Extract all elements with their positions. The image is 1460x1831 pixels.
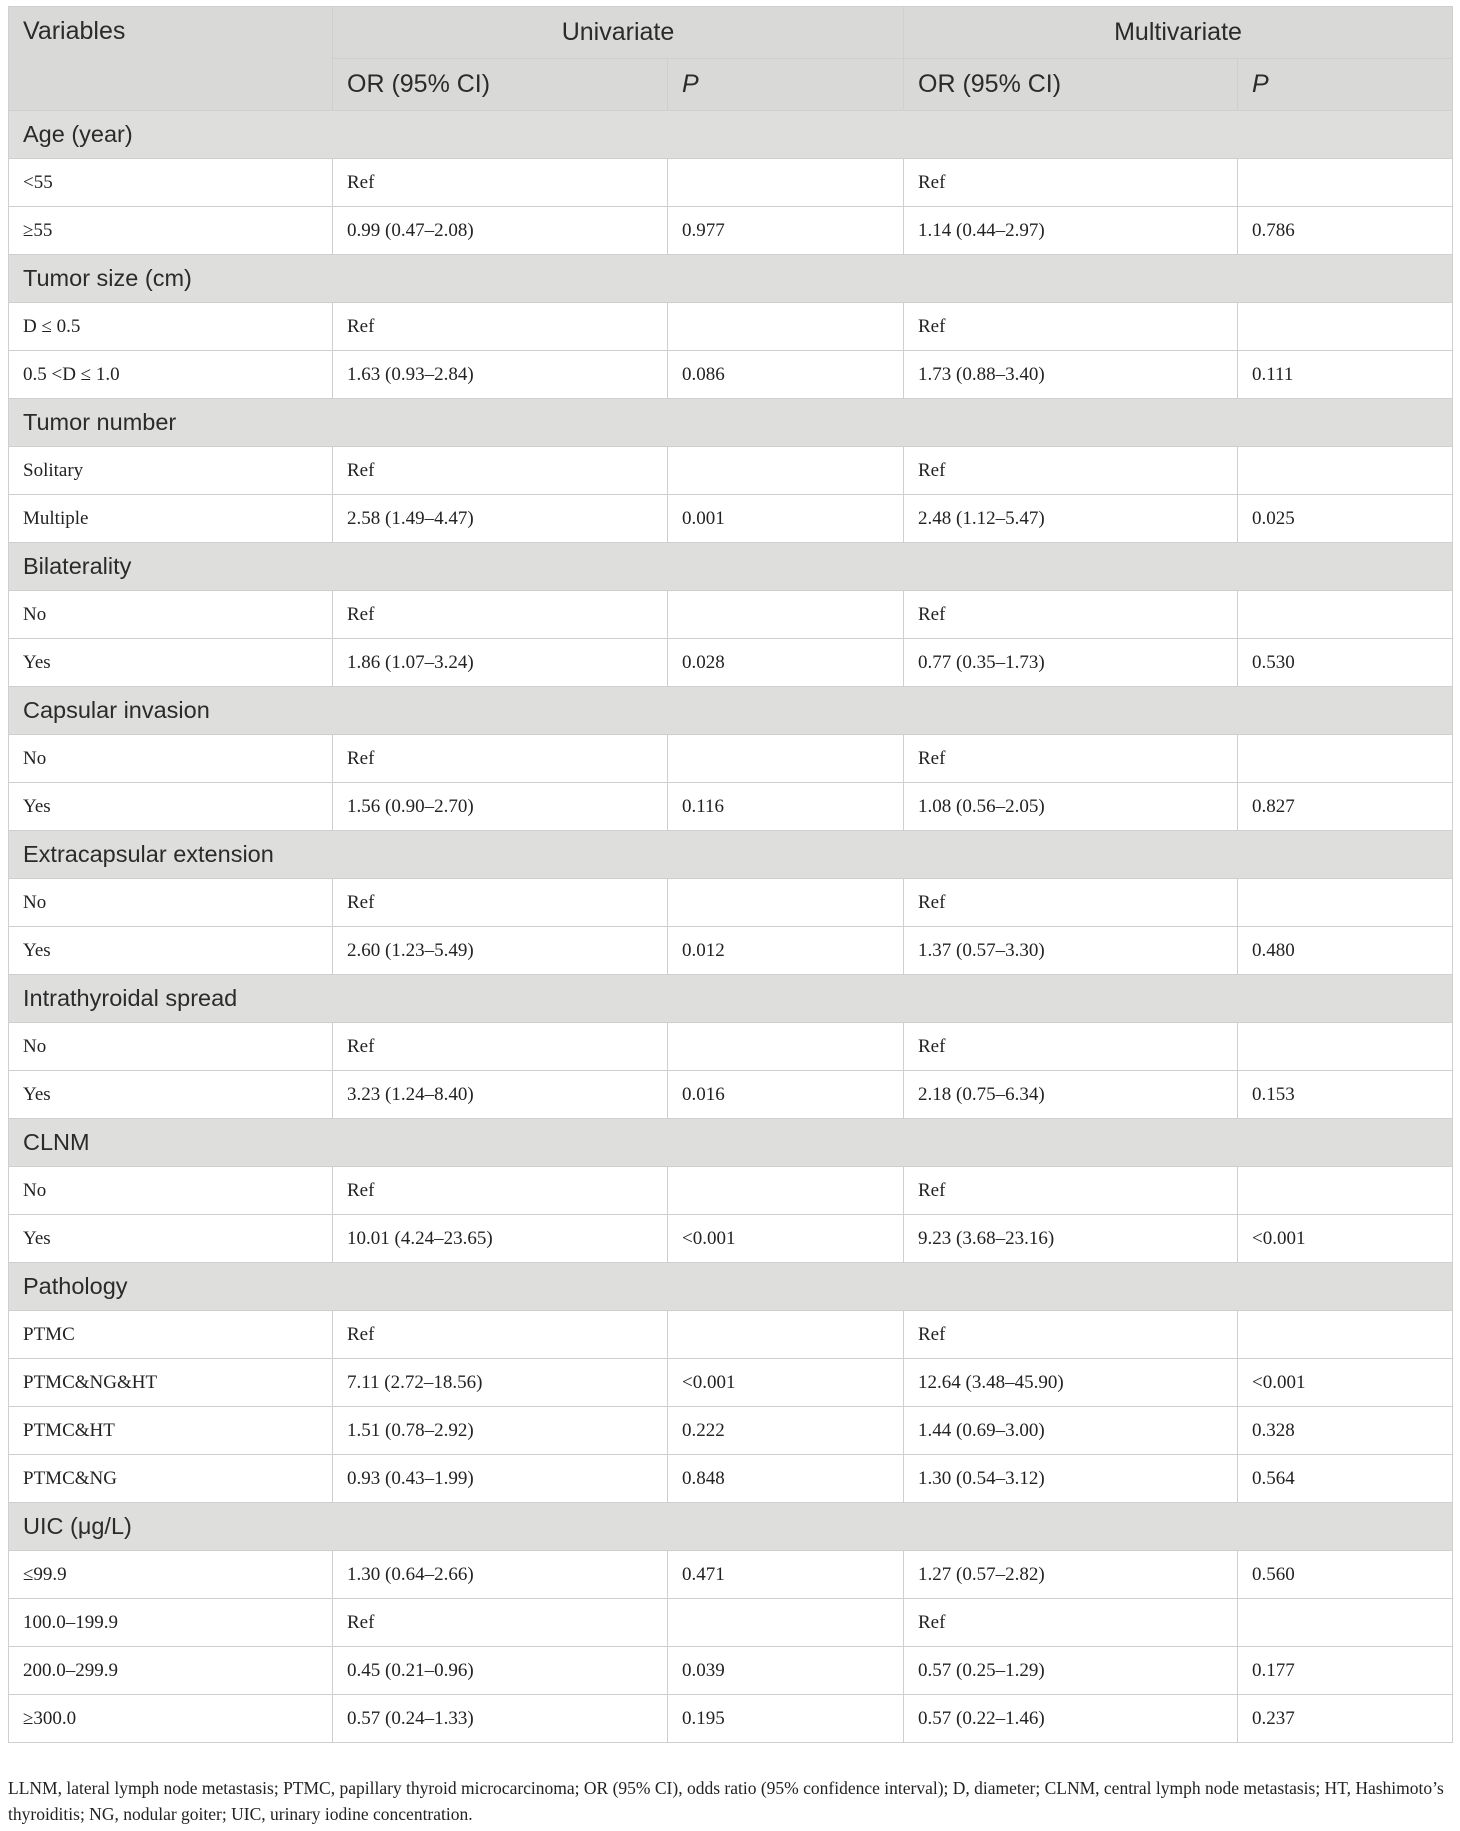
header-row-1	[9, 7, 1453, 59]
multivariate-or-cell: 1.08 (0.56–2.05)	[904, 783, 1238, 831]
univariate-or-cell: Ref	[333, 303, 668, 351]
header-univariate-or: OR (95% CI)	[333, 59, 668, 111]
multivariate-p-cell: 0.827	[1238, 783, 1453, 831]
row-label: <55	[9, 159, 333, 207]
multivariate-p-cell	[1238, 1599, 1453, 1647]
multivariate-or-cell: 1.14 (0.44–2.97)	[904, 207, 1238, 255]
table-row	[9, 159, 1453, 207]
row-label: D ≤ 0.5	[9, 303, 333, 351]
multivariate-or-cell: 1.37 (0.57–3.30)	[904, 927, 1238, 975]
multivariate-p-cell: 0.530	[1238, 639, 1453, 687]
multivariate-p-cell	[1238, 159, 1453, 207]
multivariate-p-cell	[1238, 1311, 1453, 1359]
multivariate-p-cell	[1238, 879, 1453, 927]
univariate-p-cell: 0.016	[668, 1071, 904, 1119]
table-row	[9, 1167, 1453, 1215]
header-multivariate: Multivariate	[904, 7, 1453, 59]
multivariate-p-cell	[1238, 591, 1453, 639]
multivariate-or-cell: Ref	[904, 879, 1238, 927]
table-row	[9, 1599, 1453, 1647]
multivariate-p-cell: 0.153	[1238, 1071, 1453, 1119]
header-variables: Variables	[9, 7, 333, 111]
table-row	[9, 495, 1453, 543]
multivariate-p-cell: 0.177	[1238, 1647, 1453, 1695]
row-label: PTMC&NG	[9, 1455, 333, 1503]
univariate-p-cell: 0.848	[668, 1455, 904, 1503]
table-row	[9, 927, 1453, 975]
row-label: Yes	[9, 1215, 333, 1263]
univariate-p-cell: 0.195	[668, 1695, 904, 1743]
multivariate-or-cell: Ref	[904, 303, 1238, 351]
multivariate-or-cell: 1.27 (0.57–2.82)	[904, 1551, 1238, 1599]
multivariate-p-cell: 0.328	[1238, 1407, 1453, 1455]
table-row	[9, 1407, 1453, 1455]
row-label: No	[9, 1023, 333, 1071]
multivariate-or-cell: 1.73 (0.88–3.40)	[904, 351, 1238, 399]
section-title: Age (year)	[9, 111, 1453, 159]
multivariate-or-cell: Ref	[904, 1023, 1238, 1071]
univariate-or-cell: Ref	[333, 1599, 668, 1647]
multivariate-or-cell: 12.64 (3.48–45.90)	[904, 1359, 1238, 1407]
section-row	[9, 1263, 1453, 1311]
univariate-or-cell: Ref	[333, 447, 668, 495]
section-row	[9, 831, 1453, 879]
section-title: Intrathyroidal spread	[9, 975, 1453, 1023]
table-row	[9, 1695, 1453, 1743]
univariate-p-cell: 0.039	[668, 1647, 904, 1695]
section-row	[9, 543, 1453, 591]
row-label: PTMC	[9, 1311, 333, 1359]
table-row	[9, 1023, 1453, 1071]
multivariate-p-cell	[1238, 303, 1453, 351]
row-label: 100.0–199.9	[9, 1599, 333, 1647]
univariate-or-cell: Ref	[333, 1311, 668, 1359]
row-label: Solitary	[9, 447, 333, 495]
multivariate-p-cell: 0.025	[1238, 495, 1453, 543]
section-row	[9, 975, 1453, 1023]
table-row	[9, 1311, 1453, 1359]
row-label: 200.0–299.9	[9, 1647, 333, 1695]
multivariate-or-cell: Ref	[904, 591, 1238, 639]
row-label: PTMC&HT	[9, 1407, 333, 1455]
multivariate-or-cell: Ref	[904, 159, 1238, 207]
univariate-p-cell: 0.012	[668, 927, 904, 975]
section-row	[9, 255, 1453, 303]
univariate-or-cell: 0.99 (0.47–2.08)	[333, 207, 668, 255]
multivariate-or-cell: 2.48 (1.12–5.47)	[904, 495, 1238, 543]
univariate-or-cell: 1.30 (0.64–2.66)	[333, 1551, 668, 1599]
univariate-p-cell: 0.028	[668, 639, 904, 687]
section-title: Extracapsular extension	[9, 831, 1453, 879]
multivariate-or-cell: 0.77 (0.35–1.73)	[904, 639, 1238, 687]
univariate-p-cell	[668, 447, 904, 495]
univariate-p-cell	[668, 735, 904, 783]
row-label: PTMC&NG&HT	[9, 1359, 333, 1407]
table-row	[9, 447, 1453, 495]
section-row	[9, 1503, 1453, 1551]
multivariate-p-cell: <0.001	[1238, 1359, 1453, 1407]
univariate-p-cell: <0.001	[668, 1215, 904, 1263]
row-label: 0.5 <D ≤ 1.0	[9, 351, 333, 399]
univariate-p-cell	[668, 1311, 904, 1359]
univariate-or-cell: 0.57 (0.24–1.33)	[333, 1695, 668, 1743]
univariate-or-cell: Ref	[333, 591, 668, 639]
univariate-p-cell	[668, 1599, 904, 1647]
multivariate-or-cell: 2.18 (0.75–6.34)	[904, 1071, 1238, 1119]
section-title: Pathology	[9, 1263, 1453, 1311]
row-label: No	[9, 591, 333, 639]
table-body	[9, 111, 1453, 1743]
row-label: No	[9, 879, 333, 927]
univariate-or-cell: Ref	[333, 159, 668, 207]
multivariate-p-cell	[1238, 447, 1453, 495]
table-row	[9, 735, 1453, 783]
multivariate-p-cell: 0.564	[1238, 1455, 1453, 1503]
univariate-or-cell: 1.51 (0.78–2.92)	[333, 1407, 668, 1455]
univariate-or-cell: Ref	[333, 879, 668, 927]
multivariate-p-cell	[1238, 735, 1453, 783]
table-row	[9, 1455, 1453, 1503]
header-univariate-p: P	[668, 59, 904, 111]
multivariate-or-cell: 0.57 (0.22–1.46)	[904, 1695, 1238, 1743]
multivariate-p-cell: 0.786	[1238, 207, 1453, 255]
univariate-or-cell: 0.45 (0.21–0.96)	[333, 1647, 668, 1695]
header-multivariate-p: P	[1238, 59, 1453, 111]
table-row	[9, 783, 1453, 831]
section-row	[9, 1119, 1453, 1167]
section-title: Tumor number	[9, 399, 1453, 447]
univariate-p-cell: 0.001	[668, 495, 904, 543]
table-row	[9, 639, 1453, 687]
univariate-or-cell: 1.63 (0.93–2.84)	[333, 351, 668, 399]
univariate-or-cell: Ref	[333, 1023, 668, 1071]
univariate-p-cell: 0.222	[668, 1407, 904, 1455]
header-univariate: Univariate	[333, 7, 904, 59]
table-row	[9, 1551, 1453, 1599]
multivariate-or-cell: 0.57 (0.25–1.29)	[904, 1647, 1238, 1695]
row-label: No	[9, 1167, 333, 1215]
univariate-or-cell: 3.23 (1.24–8.40)	[333, 1071, 668, 1119]
regression-table	[8, 6, 1453, 1743]
univariate-or-cell: Ref	[333, 1167, 668, 1215]
multivariate-p-cell	[1238, 1167, 1453, 1215]
univariate-p-cell: 0.086	[668, 351, 904, 399]
univariate-p-cell	[668, 1167, 904, 1215]
section-title: Tumor size (cm)	[9, 255, 1453, 303]
header-multivariate-or: OR (95% CI)	[904, 59, 1238, 111]
univariate-or-cell: 2.58 (1.49–4.47)	[333, 495, 668, 543]
section-row	[9, 399, 1453, 447]
section-row	[9, 687, 1453, 735]
univariate-p-cell: 0.471	[668, 1551, 904, 1599]
table-container	[8, 6, 1452, 1743]
multivariate-or-cell: 1.44 (0.69–3.00)	[904, 1407, 1238, 1455]
univariate-or-cell: 0.93 (0.43–1.99)	[333, 1455, 668, 1503]
table-row	[9, 1647, 1453, 1695]
univariate-p-cell: <0.001	[668, 1359, 904, 1407]
table-header	[9, 7, 1453, 111]
univariate-or-cell: 1.56 (0.90–2.70)	[333, 783, 668, 831]
row-label: Multiple	[9, 495, 333, 543]
section-title: Bilaterality	[9, 543, 1453, 591]
multivariate-or-cell: 1.30 (0.54–3.12)	[904, 1455, 1238, 1503]
row-label: No	[9, 735, 333, 783]
section-title: UIC (μg/L)	[9, 1503, 1453, 1551]
univariate-p-cell	[668, 159, 904, 207]
multivariate-or-cell: Ref	[904, 447, 1238, 495]
table-row	[9, 351, 1453, 399]
univariate-p-cell: 0.977	[668, 207, 904, 255]
univariate-or-cell: Ref	[333, 735, 668, 783]
row-label: Yes	[9, 639, 333, 687]
row-label: ≤99.9	[9, 1551, 333, 1599]
multivariate-p-cell: 0.111	[1238, 351, 1453, 399]
row-label: Yes	[9, 927, 333, 975]
multivariate-or-cell: Ref	[904, 735, 1238, 783]
table-row	[9, 1071, 1453, 1119]
univariate-p-cell: 0.116	[668, 783, 904, 831]
univariate-p-cell	[668, 1023, 904, 1071]
univariate-or-cell: 1.86 (1.07–3.24)	[333, 639, 668, 687]
table-row	[9, 207, 1453, 255]
univariate-p-cell	[668, 591, 904, 639]
row-label: Yes	[9, 783, 333, 831]
table-row	[9, 1359, 1453, 1407]
univariate-p-cell	[668, 879, 904, 927]
table-row	[9, 591, 1453, 639]
univariate-or-cell: 7.11 (2.72–18.56)	[333, 1359, 668, 1407]
univariate-or-cell: 2.60 (1.23–5.49)	[333, 927, 668, 975]
section-title: Capsular invasion	[9, 687, 1453, 735]
table-row	[9, 1215, 1453, 1263]
multivariate-p-cell: 0.237	[1238, 1695, 1453, 1743]
row-label: ≥55	[9, 207, 333, 255]
row-label: Yes	[9, 1071, 333, 1119]
section-row	[9, 111, 1453, 159]
table-footnote: LLNM, lateral lymph node metastasis; PTMC, papillary thyroid microcarcinoma; OR (95% CI), odds ratio (95% confidence interval); D, diameter; CLNM, central lymph node metastasis; HT, Hashimoto’s thyroiditis; NG, nodular goiter; UIC, urinary iodine concentration.	[8, 1778, 1444, 1824]
multivariate-p-cell	[1238, 1023, 1453, 1071]
multivariate-p-cell: <0.001	[1238, 1215, 1453, 1263]
univariate-or-cell: 10.01 (4.24–23.65)	[333, 1215, 668, 1263]
multivariate-p-cell: 0.560	[1238, 1551, 1453, 1599]
multivariate-p-cell: 0.480	[1238, 927, 1453, 975]
table-row	[9, 303, 1453, 351]
row-label: ≥300.0	[9, 1695, 333, 1743]
section-title: CLNM	[9, 1119, 1453, 1167]
multivariate-or-cell: Ref	[904, 1311, 1238, 1359]
table-row	[9, 879, 1453, 927]
univariate-p-cell	[668, 303, 904, 351]
multivariate-or-cell: Ref	[904, 1599, 1238, 1647]
multivariate-or-cell: 9.23 (3.68–23.16)	[904, 1215, 1238, 1263]
multivariate-or-cell: Ref	[904, 1167, 1238, 1215]
